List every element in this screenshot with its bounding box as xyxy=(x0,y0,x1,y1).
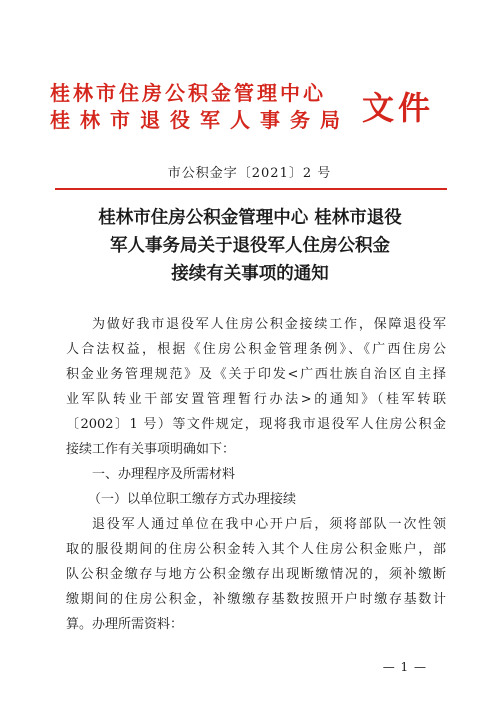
title-line: 接续有关事项的通知 xyxy=(171,264,329,284)
body-line: 为做好我市退役军人住房公积金接续工作，保障退役军 xyxy=(92,317,446,332)
title-line: 桂林市住房公积金管理中心 桂林市退役 xyxy=(98,208,402,228)
body-line: 接续工作有关事项明确如下： xyxy=(66,442,236,457)
issuing-unit-2: 桂林市退役军人事务局 xyxy=(50,108,350,132)
section-heading: 一、办理程序及所需材料 xyxy=(92,467,236,482)
document-number: 市公积金字〔2021〕2 号 xyxy=(167,166,332,181)
page-number: — 1 — xyxy=(382,660,427,674)
document-type-label: 文件 xyxy=(362,89,435,127)
document-body xyxy=(66,312,446,637)
issuing-units xyxy=(50,80,350,134)
document-title xyxy=(50,204,450,288)
subsection-heading: （一）以单位职工缴存方式办理接续 xyxy=(88,492,297,507)
body-line: 退役军人通过单位在我中心开户后，须将部队一次性领 xyxy=(92,517,446,532)
red-separator-line xyxy=(55,188,447,190)
body-line: 人合法权益，根据《住房公积金管理条例》、《广西住房公 xyxy=(66,342,446,357)
body-line: 缴期间的住房公积金，补缴缴存基数按照开户时缴存基数计 xyxy=(66,592,446,607)
body-line: 〔2002〕1 号）等文件规定，现将我市退役军人住房公积金 xyxy=(66,417,446,432)
body-line: 业军队转业干部安置管理暂行办法>的通知》（桂军转联 xyxy=(66,392,446,407)
issuing-unit-1: 桂林市住房公积金管理中心 xyxy=(50,81,326,105)
body-line: 积金业务管理规范》及《关于印发<广西壮族自治区自主择 xyxy=(66,367,446,382)
body-line: 队公积金缴存与地方公积金缴存出现断缴情况的，须补缴断 xyxy=(66,567,446,582)
body-line: 取的服役期间的住房公积金转入其个人住房公积金账户，部 xyxy=(66,542,446,557)
title-line: 军人事务局关于退役军人住房公积金 xyxy=(110,236,390,256)
body-line: 算。办理所需资料： xyxy=(66,617,184,632)
